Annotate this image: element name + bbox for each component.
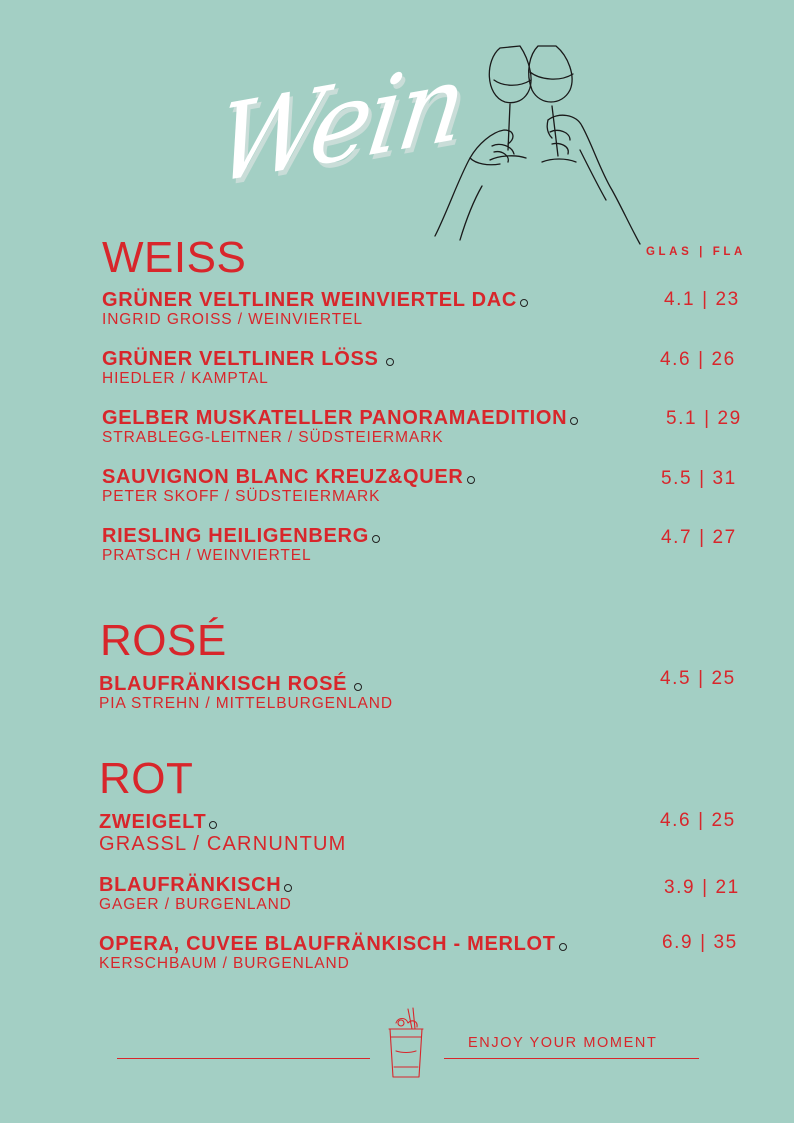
wine-price: 6.9 | 35 [662,932,738,953]
footer-divider-left [117,1058,370,1059]
wine-price: 5.1 | 29 [666,408,742,429]
wine-name: RIESLING HEILIGENBERG [102,525,369,547]
circle-icon [372,535,380,543]
wine-name: BLAUFRÄNKISCH ROSÉ [99,673,348,695]
toasting-glasses-illustration [430,40,650,250]
wine-name: OPERA, CUVEE BLAUFRÄNKISCH - MERLOT [99,933,556,955]
wine-origin: KERSCHBAUM / BURGENLAND [99,955,350,972]
footer-tagline: ENJOY YOUR MOMENT [468,1035,658,1051]
circle-icon [559,943,567,951]
wine-origin: INGRID GROISS / WEINVIERTEL [102,311,363,328]
wine-name: GELBER MUSKATELLER PANORAMAEDITION [102,407,568,429]
wine-price: 4.1 | 23 [664,289,740,310]
circle-icon [467,476,475,484]
wine-item [99,874,292,913]
wine-item [102,348,394,387]
wine-name: ZWEIGELT [99,811,207,833]
circle-icon [520,299,528,307]
wine-item [102,466,475,505]
wine-item [99,933,567,972]
wine-origin: STRABLEGG-LEITNER / SÜDSTEIERMARK [102,429,444,446]
price-column-header: GLAS | FLA [646,246,746,258]
circle-icon [284,884,292,892]
wine-price: 4.5 | 25 [660,668,736,689]
wine-name: GRÜNER VELTLINER WEINVIERTEL DAC [102,289,518,311]
wine-price: 4.7 | 27 [661,527,737,548]
circle-icon [386,358,394,366]
wine-item [102,407,578,446]
cocktail-glass-icon [382,1007,430,1083]
wine-origin: PRATSCH / WEINVIERTEL [102,547,312,564]
wine-price: 4.6 | 25 [660,810,736,831]
wine-origin: GRASSL / CARNUNTUM [99,833,347,855]
wine-name: GRÜNER VELTLINER LÖSS [102,348,379,370]
wine-item [99,673,393,712]
wine-item [102,525,380,564]
wine-item [102,289,528,328]
wine-origin: HIEDLER / KAMPTAL [102,370,269,387]
menu-title: Wein [208,38,471,209]
section-title-rose: ROSÉ [100,616,227,665]
circle-icon [570,417,578,425]
wine-price: 5.5 | 31 [661,468,737,489]
wine-origin: PIA STREHN / MITTELBURGENLAND [99,695,393,712]
menu-title-wrap [208,38,471,215]
wine-price: 4.6 | 26 [660,349,736,370]
footer-divider-right [444,1058,699,1059]
wine-name: SAUVIGNON BLANC KREUZ&QUER [102,466,464,488]
wine-origin: GAGER / BURGENLAND [99,896,292,913]
wine-name: BLAUFRÄNKISCH [99,874,282,896]
section-title-weiss: WEISS [102,233,247,282]
wine-origin: PETER SKOFF / SÜDSTEIERMARK [102,488,381,505]
wine-price: 3.9 | 21 [664,877,740,898]
section-title-rot: ROT [99,754,194,803]
circle-icon [354,683,362,691]
circle-icon [209,821,217,829]
wine-item [99,811,347,855]
